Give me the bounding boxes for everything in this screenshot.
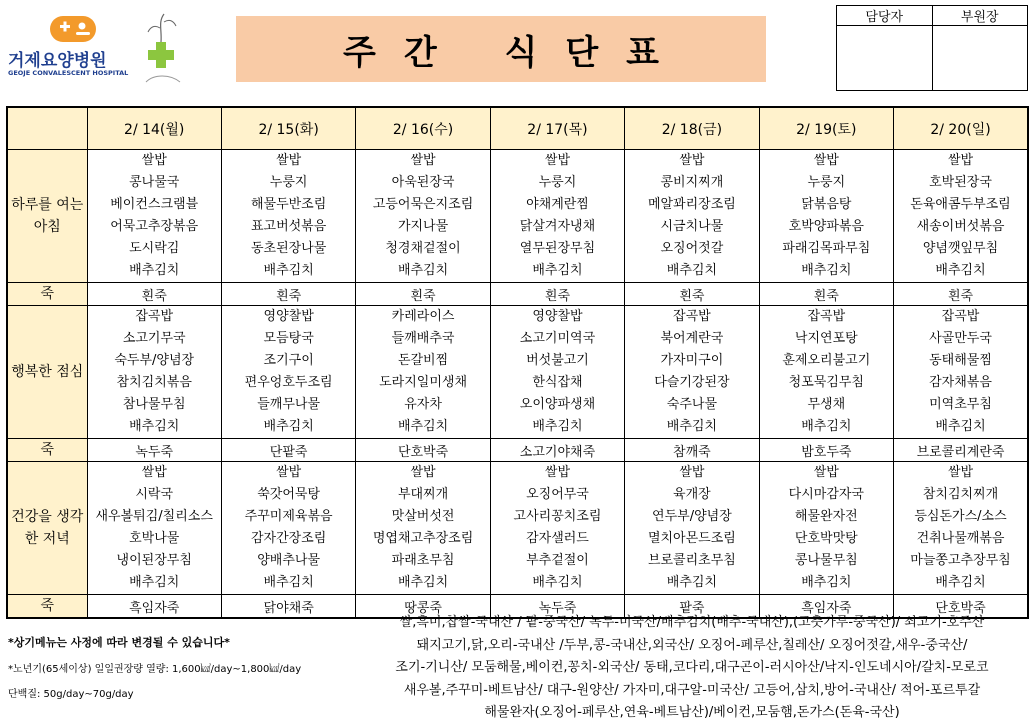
menu-item: 야채계란찜 <box>526 197 589 212</box>
day-header: 2/ 18(금) <box>625 107 759 150</box>
menu-item: 배추김치 <box>801 263 852 278</box>
menu-item: 열무된장무침 <box>519 241 596 256</box>
meal-row <box>7 150 1028 283</box>
menu-item: 감자간장조림 <box>250 531 327 546</box>
menu-item: 배추김치 <box>666 575 718 590</box>
menu-item: 연두부/양념장 <box>652 509 732 524</box>
menu-item: 배추김치 <box>129 575 180 590</box>
meal-cell <box>87 150 221 283</box>
approval-sign-manager <box>837 26 933 91</box>
porridge-cell: 브로콜리계란죽 <box>894 439 1028 462</box>
menu-item: 누룽지 <box>538 175 577 190</box>
menu-item: 시락국 <box>135 487 174 502</box>
menu-item: 닭살겨자냉채 <box>519 219 596 234</box>
porridge-label: 죽 <box>7 595 87 619</box>
menu-item: 호박나물 <box>129 531 180 546</box>
meal-items <box>894 306 1027 438</box>
porridge-cell: 소고기야채죽 <box>490 439 624 462</box>
meal-items <box>625 462 758 594</box>
menu-item: 파래김목파무침 <box>782 241 871 256</box>
hospital-emblem-icon <box>48 14 98 44</box>
calorie-note: *노년기(65세이상) 일일권장량 열량: 1,600㎉/day~1,800㎉/day <box>8 664 302 675</box>
porridge-cell: 팥죽 <box>625 595 759 619</box>
menu-item: 쌀밥 <box>410 465 436 480</box>
menu-item: 배추김치 <box>129 263 180 278</box>
porridge-cell: 흰죽 <box>87 283 221 306</box>
meal-cell <box>221 462 355 595</box>
porridge-label: 죽 <box>7 439 87 462</box>
menu-item: 멸치아몬드조림 <box>647 531 736 546</box>
meal-cell <box>894 462 1028 595</box>
menu-item: 배추김치 <box>801 575 852 590</box>
porridge-cell: 흰죽 <box>221 283 355 306</box>
menu-item: 쌀밥 <box>813 465 839 480</box>
menu-item: 다시마감자국 <box>788 487 864 502</box>
meal-label <box>7 306 87 439</box>
meal-cell <box>356 462 490 595</box>
menu-item: 돈육애콤두부조림 <box>910 197 1011 212</box>
menu-item: 파래초무침 <box>391 553 455 568</box>
meal-items <box>894 462 1027 594</box>
porridge-cell: 참깨죽 <box>625 439 759 462</box>
menu-item: 표고버섯볶음 <box>250 219 327 234</box>
menu-item: 쌀밥 <box>141 465 167 480</box>
menu-item: 잡곡밥 <box>135 309 174 324</box>
menu-item: 시금치나물 <box>660 219 724 234</box>
menu-item: 돈갈비찜 <box>397 353 449 368</box>
menu-item: 배추김치 <box>397 575 449 590</box>
menu-item: 누룽지 <box>807 175 846 190</box>
origin-line: 해물완자(오징어-페루산,연육-베트남산)/베이컨,모둠햄,돈가스(돈육-국산) <box>484 705 900 720</box>
meal-cell <box>759 150 893 283</box>
menu-item: 편우엉호두조림 <box>244 375 333 390</box>
menu-item: 소고기미역국 <box>519 331 596 346</box>
meal-cell <box>894 306 1028 439</box>
porridge-cell: 흰죽 <box>625 283 759 306</box>
menu-item: 들깨무나물 <box>257 397 321 412</box>
day-header: 2/ 15(화) <box>221 107 355 150</box>
protein-note: 단백질: 50g/day~70g/day <box>8 689 134 700</box>
menu-item: 쌀밥 <box>544 153 571 168</box>
menu-item: 베이컨스크램블 <box>110 197 199 212</box>
meal-items <box>625 150 758 282</box>
notes <box>8 634 348 700</box>
meal-cell <box>356 306 490 439</box>
meal-cell <box>221 150 355 283</box>
menu-item: 배추김치 <box>129 419 180 434</box>
approval-header-manager: 담당자 <box>837 6 933 26</box>
meal-cell <box>490 150 624 283</box>
menu-item: 배추김치 <box>666 419 718 434</box>
meal-cell <box>625 150 759 283</box>
menu-item: 명엽채고추장조림 <box>372 531 474 546</box>
menu-item: 청포묵김무침 <box>788 375 864 390</box>
menu-item: 참나물무침 <box>122 397 186 412</box>
menu-item: 가지나물 <box>397 219 449 234</box>
menu-item: 무생채 <box>807 397 846 412</box>
menu-item: 배추김치 <box>532 575 583 590</box>
menu-item: 등심돈가스/소스 <box>914 509 1007 524</box>
menu-item: 배추김치 <box>397 263 449 278</box>
meal-cell <box>87 462 221 595</box>
meal-cell <box>356 150 490 283</box>
origin-line: 쌀,흑미,찹쌀-국내산 / 팥-중국산/ 녹두-미국산/배추김치(배추-국내산),(고춧가루-중국산)/ 쇠고기-호주산 <box>399 615 985 630</box>
menu-item: 쌀밥 <box>947 465 974 480</box>
menu-item: 들깨배추국 <box>391 331 455 346</box>
menu-item: 메알꽈리장조림 <box>647 197 736 212</box>
cross-plant-icon <box>140 12 186 84</box>
menu-item: 배추김치 <box>532 263 583 278</box>
meal-label <box>7 462 87 595</box>
menu-item: 오징어젓갈 <box>660 241 724 256</box>
meal-label-text: 건강을 생각한 저녁 <box>11 509 84 547</box>
menu-item: 감자채볶음 <box>929 375 992 390</box>
page-title: 주간 식단표 <box>342 32 688 73</box>
porridge-cell: 흑임자죽 <box>759 595 893 619</box>
menu-item: 한식잡채 <box>532 375 583 390</box>
meal-items <box>491 150 624 282</box>
origin-info <box>352 612 1032 725</box>
menu-item: 도라지일미생채 <box>379 375 467 390</box>
menu-item: 참치김치볶음 <box>116 375 192 390</box>
meal-label-text: 하루를 여는 아침 <box>11 197 84 235</box>
meal-cell <box>759 306 893 439</box>
menu-item: 배추김치 <box>935 575 986 590</box>
porridge-cell: 단호박죽 <box>356 439 490 462</box>
menu-item: 양념깻잎무침 <box>922 241 999 256</box>
menu-item: 누룽지 <box>269 175 308 190</box>
approval-sign-vice-director <box>932 26 1028 91</box>
day-header: 2/ 14(월) <box>87 107 221 150</box>
meal-cell <box>625 306 759 439</box>
hospital-name: 거제요양병원 <box>8 51 107 71</box>
porridge-row <box>7 283 1028 306</box>
meal-cell <box>490 462 624 595</box>
meal-items <box>222 306 355 438</box>
meal-items <box>356 462 489 594</box>
meal-items <box>625 306 758 438</box>
menu-item: 가자미구이 <box>660 353 724 368</box>
menu-item: 쌀밥 <box>679 153 705 168</box>
menu-item: 카레라이스 <box>391 309 455 324</box>
menu-item: 콩나물국 <box>129 175 180 190</box>
meal-items <box>760 306 893 438</box>
menu-item: 배추김치 <box>263 575 314 590</box>
menu-item: 숙두부/양념장 <box>114 353 195 368</box>
menu-item: 청경채겉절이 <box>385 241 461 256</box>
meal-cell <box>625 462 759 595</box>
porridge-cell: 흰죽 <box>894 283 1028 306</box>
menu-item: 낙지연포탕 <box>794 331 858 346</box>
menu-item: 동태해물찜 <box>929 353 992 368</box>
meal-items <box>88 462 221 594</box>
porridge-label: 죽 <box>7 283 87 306</box>
menu-item: 배추김치 <box>935 263 986 278</box>
menu-item: 브로콜리초무침 <box>647 553 736 568</box>
menu-item: 콩나물무침 <box>794 553 858 568</box>
menu-item: 오징어무국 <box>526 487 589 502</box>
menu-item: 영양찰밥 <box>263 309 314 324</box>
meal-label-text: 행복한 점심 <box>11 364 84 380</box>
menu-item: 부대찌개 <box>397 487 449 502</box>
meal-items <box>760 462 893 594</box>
weekly-menu-table <box>6 106 1029 619</box>
meal-items <box>491 462 624 594</box>
menu-item: 유자차 <box>404 397 442 412</box>
menu-item: 고등어묵은지조림 <box>372 197 474 212</box>
menu-item: 배추김치 <box>532 419 583 434</box>
menu-item: 고사리꽁치조림 <box>513 509 602 524</box>
origin-line: 돼지고기,닭,오리-국내산 /두부,콩-국내산,외국산/ 오징어-페루산,칠레산/ 오징어젓갈,새우-중국산/ <box>416 637 968 653</box>
day-header: 2/ 19(토) <box>759 107 893 150</box>
menu-item: 훈제오리불고기 <box>782 353 871 368</box>
origin-line: 새우볼,주꾸미-베트남산/ 대구-원양산/ 가자미,대구알-미국산/ 고등어,삼치,방어-국내산/ 적어-포르투갈 <box>403 682 981 698</box>
hospital-english-name: GEOJE CONVALESCENT HOSPITAL <box>8 69 129 77</box>
meal-cell <box>759 462 893 595</box>
meal-items <box>88 306 221 438</box>
meal-items <box>88 150 221 282</box>
porridge-cell: 땅콩죽 <box>356 595 490 619</box>
day-header: 2/ 17(목) <box>490 107 624 150</box>
menu-item: 쑥갓어묵탕 <box>257 487 321 502</box>
menu-item: 쌀밥 <box>276 465 302 480</box>
menu-item: 쌀밥 <box>276 153 302 168</box>
meal-label <box>7 150 87 283</box>
meal-cell <box>221 306 355 439</box>
menu-item: 동초된장나물 <box>250 241 327 256</box>
menu-item: 호박양파볶음 <box>788 219 864 234</box>
menu-item: 북어계란국 <box>660 331 724 346</box>
menu-item: 닭볶음탕 <box>801 197 852 212</box>
porridge-cell: 흰죽 <box>759 283 893 306</box>
menu-item: 배추김치 <box>666 263 718 278</box>
menu-item: 감자샐러드 <box>526 531 589 546</box>
meal-items <box>222 462 355 594</box>
menu-item: 배추김치 <box>801 419 852 434</box>
menu-item: 조기구이 <box>263 353 314 368</box>
porridge-cell: 밤호두죽 <box>759 439 893 462</box>
meal-items <box>222 150 355 282</box>
menu-item: 배추김치 <box>263 419 314 434</box>
origin-line: 조기-기니산/ 모둠해물,베이컨,꽁치-외국산/ 동태,코다리,대구곤이-러시아산/낙지-인도네시아/갈치-모로코 <box>395 660 989 675</box>
menu-item: 마늘쫑고추장무침 <box>910 553 1011 568</box>
menu-item: 버섯불고기 <box>526 353 589 368</box>
meal-items <box>894 150 1027 282</box>
porridge-cell: 녹두죽 <box>87 439 221 462</box>
menu-item: 쌀밥 <box>410 153 436 168</box>
porridge-cell: 녹두죽 <box>490 595 624 619</box>
menu-item: 사골만두국 <box>929 331 992 346</box>
menu-item: 해물완자전 <box>794 509 858 524</box>
menu-item: 쌀밥 <box>141 153 167 168</box>
porridge-cell: 단팥죽 <box>221 439 355 462</box>
meal-items <box>491 306 624 438</box>
porridge-row <box>7 439 1028 462</box>
menu-item: 새송이버섯볶음 <box>916 219 1005 234</box>
menu-item: 어묵고추장볶음 <box>110 219 199 234</box>
porridge-cell: 닭야채죽 <box>221 595 355 619</box>
title-banner <box>236 16 766 82</box>
porridge-cell: 단호박죽 <box>894 595 1028 619</box>
day-header-row <box>7 107 1028 150</box>
menu-item: 부추겉절이 <box>526 553 589 568</box>
day-header: 2/ 20(일) <box>894 107 1028 150</box>
menu-item: 배추김치 <box>263 263 314 278</box>
menu-item: 소고기무국 <box>122 331 186 346</box>
menu-item: 해물두반조림 <box>250 197 327 212</box>
menu-item: 미역초무침 <box>929 397 992 412</box>
menu-item: 쌀밥 <box>679 465 705 480</box>
menu-change-note: *상기메뉴는 사정에 따라 변경될 수 있습니다* <box>8 636 230 649</box>
menu-item: 콩비지찌개 <box>660 175 724 190</box>
menu-item: 배추김치 <box>397 419 449 434</box>
menu-item: 다슬기강된장 <box>654 375 730 390</box>
menu-item: 참치김치찌개 <box>922 487 999 502</box>
menu-item: 모듬탕국 <box>263 331 314 346</box>
menu-item: 육개장 <box>673 487 711 502</box>
menu-item: 오이양파생채 <box>519 397 596 412</box>
menu-item: 잡곡밥 <box>807 309 846 324</box>
menu-item: 호박된장국 <box>929 175 992 190</box>
hospital-logo <box>4 6 204 94</box>
meal-cell <box>490 306 624 439</box>
approval-header-vice-director: 부원장 <box>932 6 1028 26</box>
menu-item: 숙주나물 <box>666 397 718 412</box>
porridge-cell: 흑임자죽 <box>87 595 221 619</box>
menu-item: 잡곡밥 <box>673 309 711 324</box>
menu-item: 영양찰밥 <box>532 309 583 324</box>
meal-items <box>356 306 489 438</box>
menu-item: 맛살버섯전 <box>391 509 455 524</box>
menu-item: 새우볼튀김/칠리소스 <box>95 509 213 524</box>
porridge-cell: 흰죽 <box>356 283 490 306</box>
menu-item: 쌀밥 <box>544 465 571 480</box>
porridge-cell: 흰죽 <box>490 283 624 306</box>
menu-item: 양배추나물 <box>257 553 321 568</box>
menu-item: 쌀밥 <box>813 153 839 168</box>
meal-row <box>7 306 1028 439</box>
meal-row <box>7 462 1028 595</box>
menu-item: 아욱된장국 <box>391 175 455 190</box>
corner-cell <box>7 107 87 150</box>
menu-item: 잡곡밥 <box>941 309 980 324</box>
meal-cell <box>87 306 221 439</box>
menu-item: 주꾸미제육볶음 <box>244 509 333 524</box>
meal-cell <box>894 150 1028 283</box>
approval-box <box>836 5 1028 91</box>
meal-items <box>356 150 489 282</box>
menu-item: 쌀밥 <box>947 153 974 168</box>
menu-item: 도시락김 <box>129 241 180 256</box>
meal-items <box>760 150 893 282</box>
menu-item: 배추김치 <box>935 419 986 434</box>
day-header: 2/ 16(수) <box>356 107 490 150</box>
menu-item: 건취나물깨볶음 <box>916 531 1005 546</box>
menu-item: 단호박맛탕 <box>794 531 858 546</box>
menu-item: 냉이된장무침 <box>116 553 192 568</box>
